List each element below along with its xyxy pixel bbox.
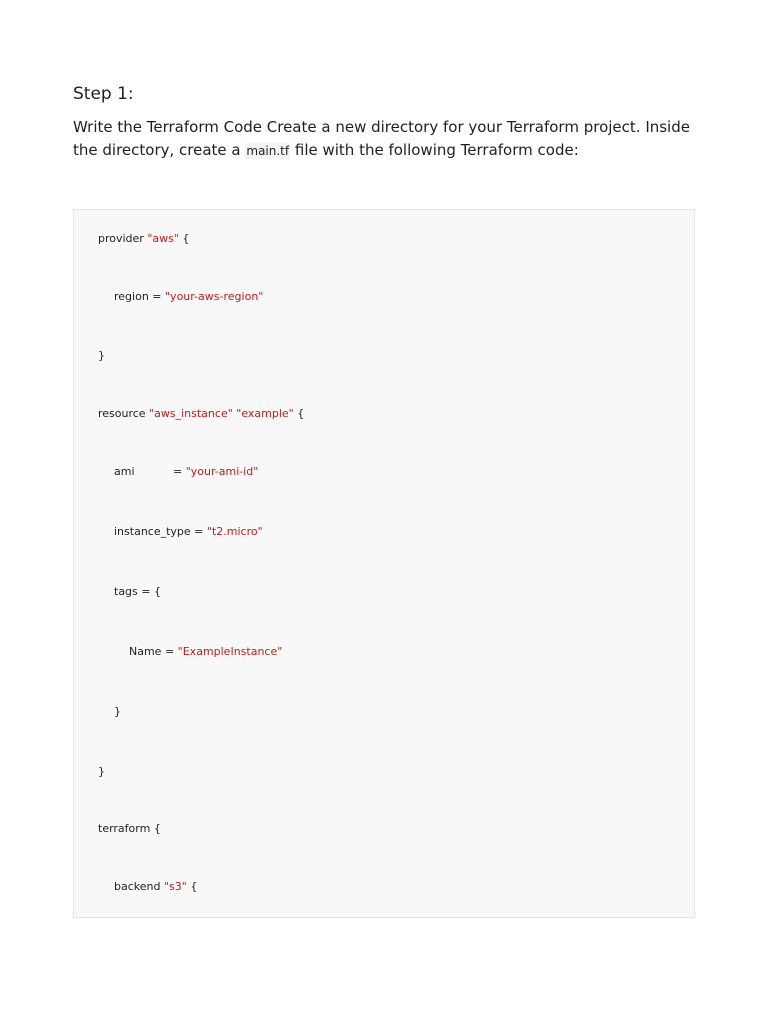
code-block <box>73 209 695 918</box>
code-line: backend "s3" { <box>114 880 198 893</box>
code-line: instance_type = "t2.micro" <box>114 525 263 538</box>
intro-paragraph <box>73 116 703 163</box>
code-line: region = "your-aws-region" <box>114 290 264 303</box>
code-line: resource "aws_instance" "example" { <box>98 407 305 420</box>
code-line: provider "aws" { <box>98 232 190 245</box>
code-line: Name = "ExampleInstance" <box>129 645 283 658</box>
filename-inline-code: main.tf <box>246 144 290 158</box>
code-line: } <box>98 349 105 362</box>
code-line: } <box>114 705 121 718</box>
code-line: terraform { <box>98 822 161 835</box>
code-line: } <box>98 765 105 778</box>
intro-text-before: Write the Terraform Code Create a new directory for your Terraform project. Inside the directory, create a <box>73 118 690 159</box>
step-heading: Step 1: <box>73 84 134 104</box>
code-line: tags = { <box>114 585 161 598</box>
code-line: ami = "your-ami-id" <box>114 465 259 478</box>
intro-text-after: file with the following Terraform code: <box>290 141 579 159</box>
